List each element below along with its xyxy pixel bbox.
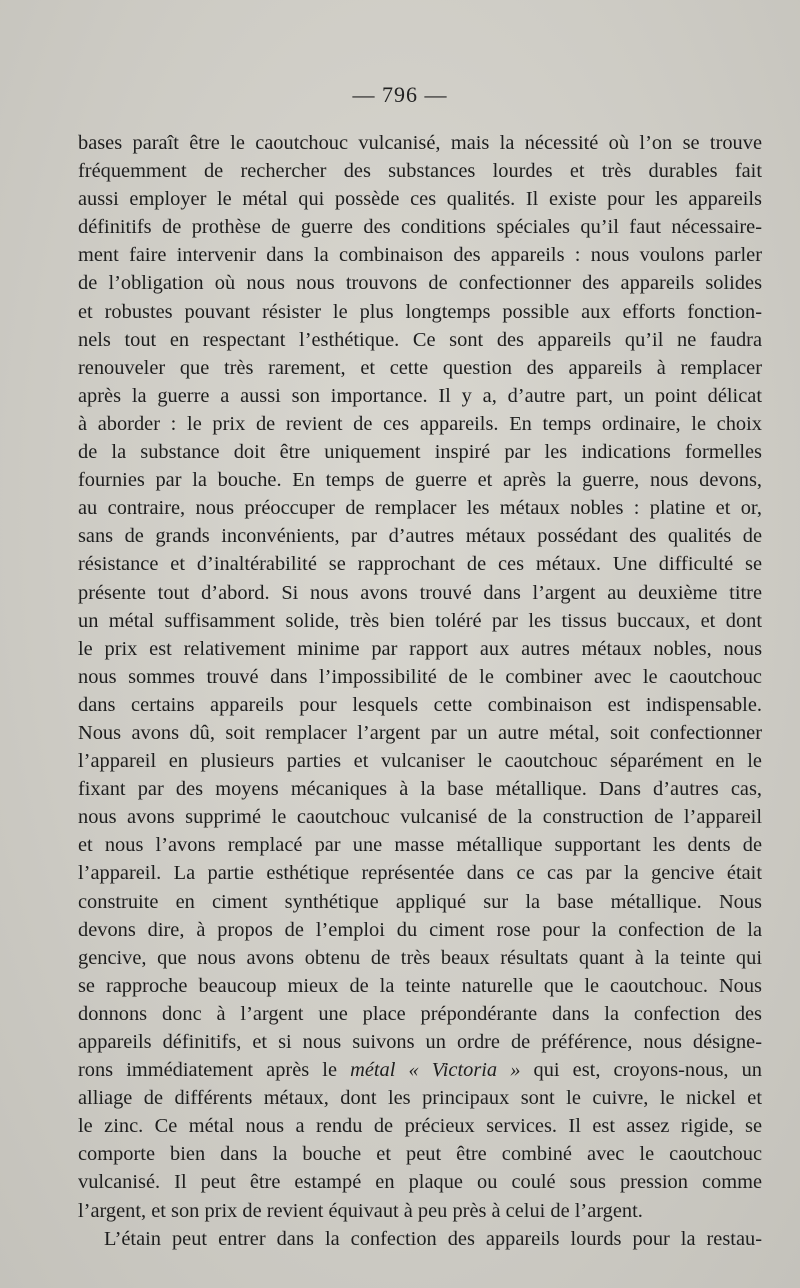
- text-line: se rapproche beaucoup mieux de la teinte naturelle que le caoutchouc. Nous: [78, 974, 762, 997]
- text-line: bases paraît être le caoutchouc vulcanisé, mais la nécessité où l’on se trouve: [78, 132, 762, 154]
- text-line: comporte bien dans la bouche et peut être combiné avec le caoutchouc: [78, 1143, 762, 1166]
- text-line: présente tout d’abord. Si nous avons trouvé dans l’argent au deuxième titre: [78, 581, 762, 604]
- text-line: nels tout en respectant l’esthétique. Ce sont des appareils qu’il ne faudra: [78, 328, 762, 351]
- text-line: renouveler que très rarement, et cette question des appareils à remplacer: [78, 356, 762, 379]
- body-text: [78, 129, 762, 1253]
- text-line: L’étain peut entrer dans la confection des appareils lourds pour la restau-: [104, 1227, 762, 1250]
- text-line: gencive, que nous avons obtenu de très beaux résultats quant à la teinte qui: [78, 946, 762, 969]
- text-line: après la guerre a aussi son importance. Il y a, d’autre part, un point délicat: [78, 384, 762, 407]
- text-line: et nous l’avons remplacé par une masse métallique supportant les dents de: [78, 834, 762, 857]
- text-line: fixant par des moyens mécaniques à la base métallique. Dans d’autres cas,: [78, 778, 762, 801]
- text-line: à aborder : le prix de revient de ces appareils. En temps ordinaire, le choix: [78, 412, 762, 435]
- text-line: construite en ciment synthétique appliqué sur la base métallique. Nous: [78, 890, 762, 913]
- text-line: dans certains appareils pour lesquels cette combinaison est indispensable.: [78, 693, 762, 716]
- text-line: appareils définitifs, et si nous suivons un ordre de préférence, nous désigne-: [78, 1031, 762, 1053]
- italic-term: métal « Victoria »: [350, 1059, 521, 1082]
- text-line: ment faire intervenir dans la combinaison des appareils : nous voulons parler: [78, 244, 762, 267]
- paragraph-2: [78, 1225, 762, 1253]
- text-line: résistance et d’inaltérabilité se rapprochant de ces métaux. Une difficulté se: [78, 553, 762, 576]
- text-segment: qui est, croyons-nous, un: [520, 1059, 762, 1082]
- text-line: devons dire, à propos de l’emploi du ciment rose pour la confection de la: [78, 918, 762, 941]
- text-line: donnons donc à l’argent une place prépondérante dans la confection des: [78, 1002, 762, 1025]
- text-line: fréquemment de rechercher des substances lourdes et très durables fait: [78, 160, 762, 183]
- text-segment: rons immédiatement après le: [78, 1059, 351, 1082]
- text-line: de l’obligation où nous nous trouvons de confectionner des appareils solides: [78, 272, 762, 295]
- text-line: l’argent, et son prix de revient équivaut à peu près à celui de l’argent.: [78, 1199, 643, 1222]
- text-line: Nous avons dû, soit remplacer l’argent par un autre métal, soit confectionner: [78, 721, 762, 744]
- text-line: et robustes pouvant résister le plus longtemps possible aux efforts fonction-: [78, 300, 762, 323]
- text-line: l’appareil. La partie esthétique représentée dans ce cas par la gencive était: [78, 862, 762, 885]
- text-line: nous sommes trouvé dans l’impossibilité de le combiner avec le caoutchouc: [78, 665, 762, 688]
- text-line: nous avons supprimé le caoutchouc vulcanisé de la construction de l’appareil: [78, 806, 762, 829]
- text-line-with-italic: [78, 1056, 762, 1084]
- text-line: l’appareil en plusieurs parties et vulcaniser le caoutchouc séparément en le: [78, 750, 762, 773]
- text-line: le zinc. Ce métal nous a rendu de précieux services. Il est assez rigide, se: [78, 1115, 762, 1138]
- page-number: — 796 —: [352, 82, 448, 107]
- text-line: sans de grands inconvénients, par d’autres métaux possédant des qualités de: [78, 525, 762, 548]
- text-line: aussi employer le métal qui possède ces qualités. Il existe pour les appareils: [78, 188, 762, 211]
- text-line: au contraire, nous préoccuper de remplacer les métaux nobles : platine et or,: [78, 497, 762, 520]
- text-line: de la substance doit être uniquement inspiré par les indications formelles: [78, 441, 762, 464]
- text-line: fournies par la bouche. En temps de guerre et après la guerre, nous devons,: [78, 469, 762, 492]
- text-line: alliage de différents métaux, dont les principaux sont le cuivre, le nickel et: [78, 1087, 762, 1110]
- text-line: définitifs de prothèse de guerre des conditions spéciales qu’il faut nécessaire-: [78, 216, 762, 239]
- text-line: le prix est relativement minime par rapport aux autres métaux nobles, nous: [78, 637, 762, 660]
- text-line: vulcanisé. Il peut être estampé en plaque ou coulé sous pression comme: [78, 1171, 762, 1194]
- text-line: un métal suffisamment solide, très bien toléré par les tissus buccaux, et dont: [78, 609, 762, 632]
- paragraph-1: [78, 129, 762, 1225]
